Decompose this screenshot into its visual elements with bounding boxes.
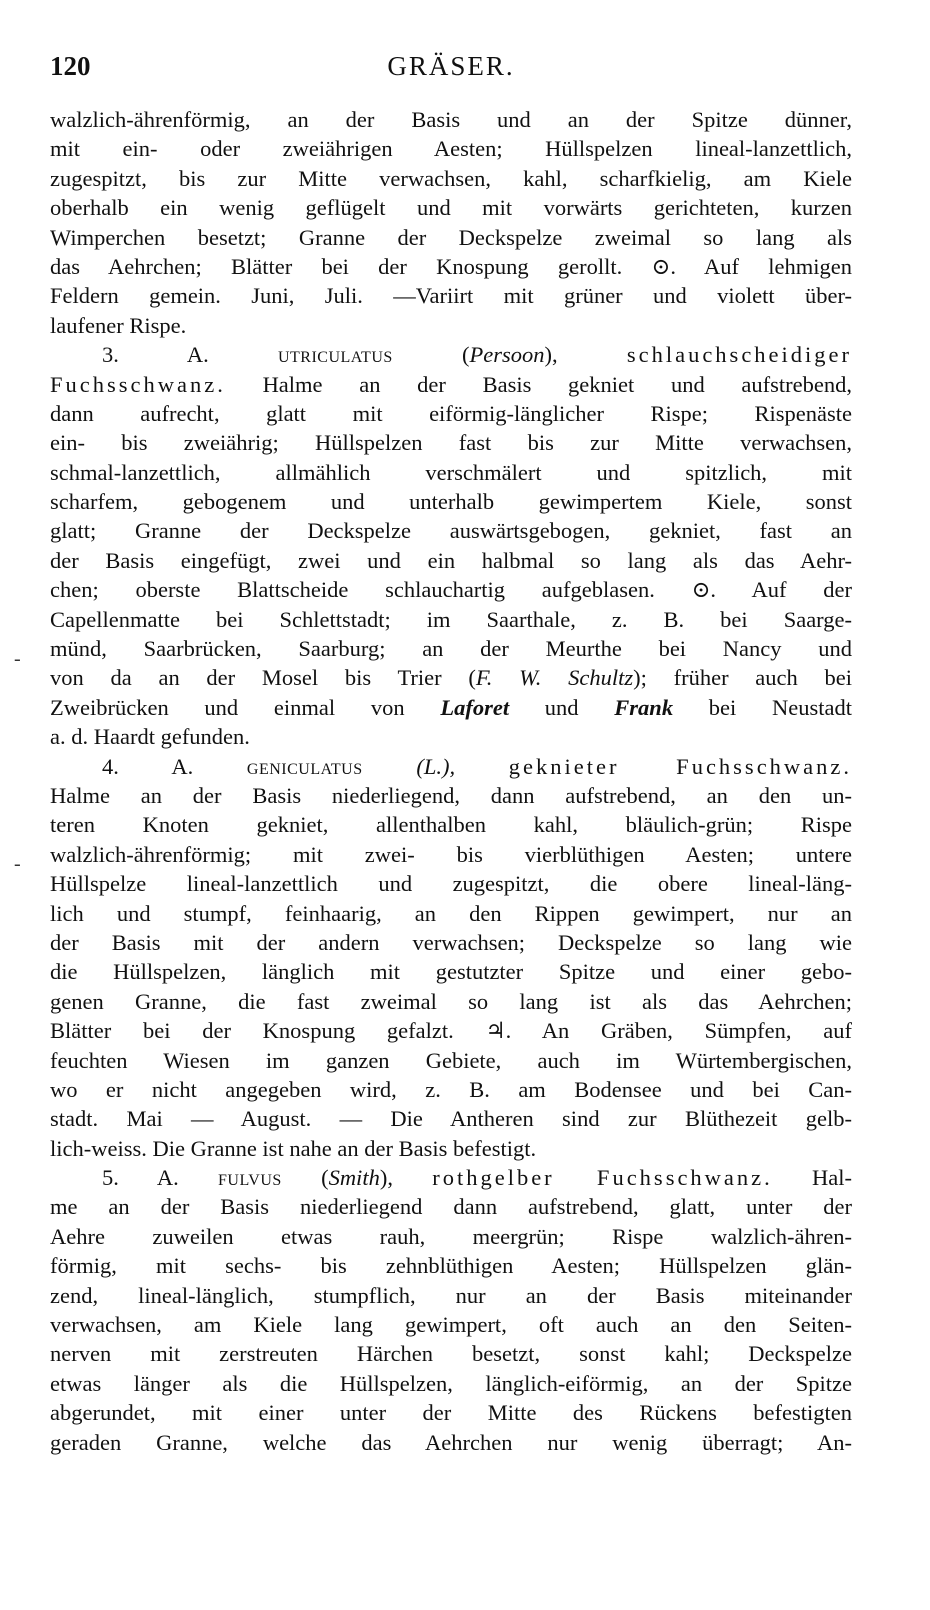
text-line: glatt; Granne der Deckspelze auswärtsgebogen, gekniet, fast an [50,518,852,544]
text-line: walzlich-ährenförmig; mit zwei- bis vierblüthigen Aesten; untere [50,841,852,867]
species-heading-5: 5. A. fulvus (Smith), rothgelber Fuchsschwanz. Hal- [102,1165,853,1191]
text-line: mit ein- oder zweiährigen Aesten; Hüllspelzen lineal-lanzettlich, [50,136,852,162]
text-line: oberhalb ein wenig geflügelt und mit vorwärts gerichteten, kurzen [50,195,852,221]
species-common-name: schlauchscheidiger [626,342,853,368]
text-line: me an der Basis niederliegend dann aufstrebend, glatt, unter der [50,1194,852,1220]
species-heading-3: 3. A. utriculatus (Persoon), schlauchscheidiger [102,342,853,368]
text-line: das Aehrchen; Blätter bei der Knospung gerollt. ⊙. Auf lehmigen [50,253,852,279]
text-line: Feldern gemein. Juni, Juli. —Variirt mit grüner und violett über- [50,283,852,309]
text-line: Blätter bei der Knospung gefalzt. ♃. An Gräben, Sümpfen, auf [50,1018,852,1044]
text-line: Fuchsschwanz. Halme an der Basis gekniet und aufstrebend, [50,371,852,397]
text-line: ein- bis zweiährig; Hüllspelzen fast bis zur Mitte verwachsen, [50,430,852,456]
text-line: münd, Saarbrücken, Saarburg; an der Meurthe bei Nancy und [50,636,852,662]
text-line: zugespitzt, bis zur Mitte verwachsen, kahl, scharfkielig, am Kiele [50,165,852,191]
species-number: 5. A. [102,1165,179,1191]
species-author: (L.), [416,753,456,779]
page-header [50,48,852,84]
text-line: geraden Granne, welche das Aehrchen nur wenig überragt; An- [50,1429,852,1455]
text-line: Aehre zuweilen etwas rauh, meergrün; Rispe walzlich-ähren- [50,1223,852,1249]
text-line: stadt. Mai — August. — Die Antheren sind zur Blüthezeit gelb- [50,1106,852,1132]
person-name: F. W. Schultz [475,665,634,691]
text-line: Hüllspelze lineal-lanzettlich und zugespitzt, die obere lineal-läng- [50,871,852,897]
text-line: a. d. Haardt gefunden. [50,724,250,750]
person-name: Laforet [440,694,510,720]
text-line: genen Granne, die fast zweimal so lang ist als das Aehrchen; [50,988,852,1014]
text-line: walzlich-ährenförmig, an der Basis und an der Spitze dünner, [50,107,852,132]
margin-dash: - [14,853,21,875]
text-line: lich und stumpf, feinhaarig, an den Rippen gewimpert, nur an [50,900,852,926]
text-line: abgerundet, mit einer unter der Mitte des Rückens befestigten [50,1400,852,1426]
species-latin-name: utriculatus [277,342,393,368]
text-line: scharfem, gebogenem und unterhalb gewimpertem Kiele, sonst [50,489,852,515]
species-latin-name: geniculatus [246,753,363,779]
species-common-name: Fuchsschwanz. [50,371,226,397]
body-text [50,105,852,1457]
text-line: der Basis mit der andern verwachsen; Deckspelze so lang wie [50,929,852,955]
running-title: GRÄSER. [387,51,515,81]
text-line: der Basis eingefügt, zwei und ein halbmal so lang als das Aehr- [50,547,852,573]
species-common-name: rothgelber Fuchsschwanz. [432,1165,773,1191]
text-line: förmig, mit sechs- bis zehnblüthigen Aesten; Hüllspelzen glän- [50,1253,852,1279]
page-number: 120 [50,51,91,81]
text-line: Zweibrücken und einmal von Laforet und Frank bei Neustadt [50,694,853,720]
text-line: chen; oberste Blattscheide schlauchartig aufgeblasen. ⊙. Auf der [50,577,852,603]
text-line: teren Knoten gekniet, allenthalben kahl, bläulich-grün; Rispe [50,812,852,838]
text-line: dann aufrecht, glatt mit eiförmig-länglicher Rispe; Rispenäste [50,400,852,426]
text-line: Capellenmatte bei Schlettstadt; im Saarthale, z. B. bei Saarge- [50,606,852,632]
species-number: 4. A. [102,753,194,779]
text-line: Halme an der Basis niederliegend, dann aufstrebend, an den un- [50,782,852,808]
species-number: 3. A. [102,342,209,368]
text-line: nerven mit zerstreuten Härchen besetzt, sonst kahl; Deckspelze [50,1341,852,1367]
species-latin-name: fulvus [218,1165,282,1191]
text-line: schmal-lanzettlich, allmählich verschmälert und spitzlich, mit [50,459,852,485]
species-author: Smith [328,1165,380,1191]
species-author: Persoon [469,342,545,368]
text-line: Wimperchen besetzt; Granne der Deckspelze zweimal so lang als [50,224,852,250]
species-heading-4 [50,752,852,781]
text-line: wo er nicht angegeben wird, z. B. am Bodensee und bei Can- [50,1076,852,1102]
text-line: lich-weiss. Die Granne ist nahe an der Basis befestigt. [50,1135,537,1161]
text-line: feuchten Wiesen im ganzen Gebiete, auch im Würtembergischen, [50,1047,852,1073]
text-line: laufener Rispe. [50,312,187,338]
text-line: zend, lineal-länglich, stumpflich, nur an der Basis miteinander [50,1282,852,1308]
text-line: von da an der Mosel bis Trier (F. W. Schultz); früher auch bei [50,665,852,691]
species-common-name: geknieter Fuchsschwanz. [508,753,853,779]
text-line: etwas länger als die Hüllspelzen, länglich-eiförmig, an der Spitze [50,1370,852,1396]
person-name: Frank [614,694,674,720]
margin-dash: - [14,648,21,670]
text-line: verwachsen, am Kiele lang gewimpert, oft auch an den Seiten- [50,1312,852,1338]
text-line: die Hüllspelzen, länglich mit gestutzter Spitze und einer gebo- [50,959,852,985]
